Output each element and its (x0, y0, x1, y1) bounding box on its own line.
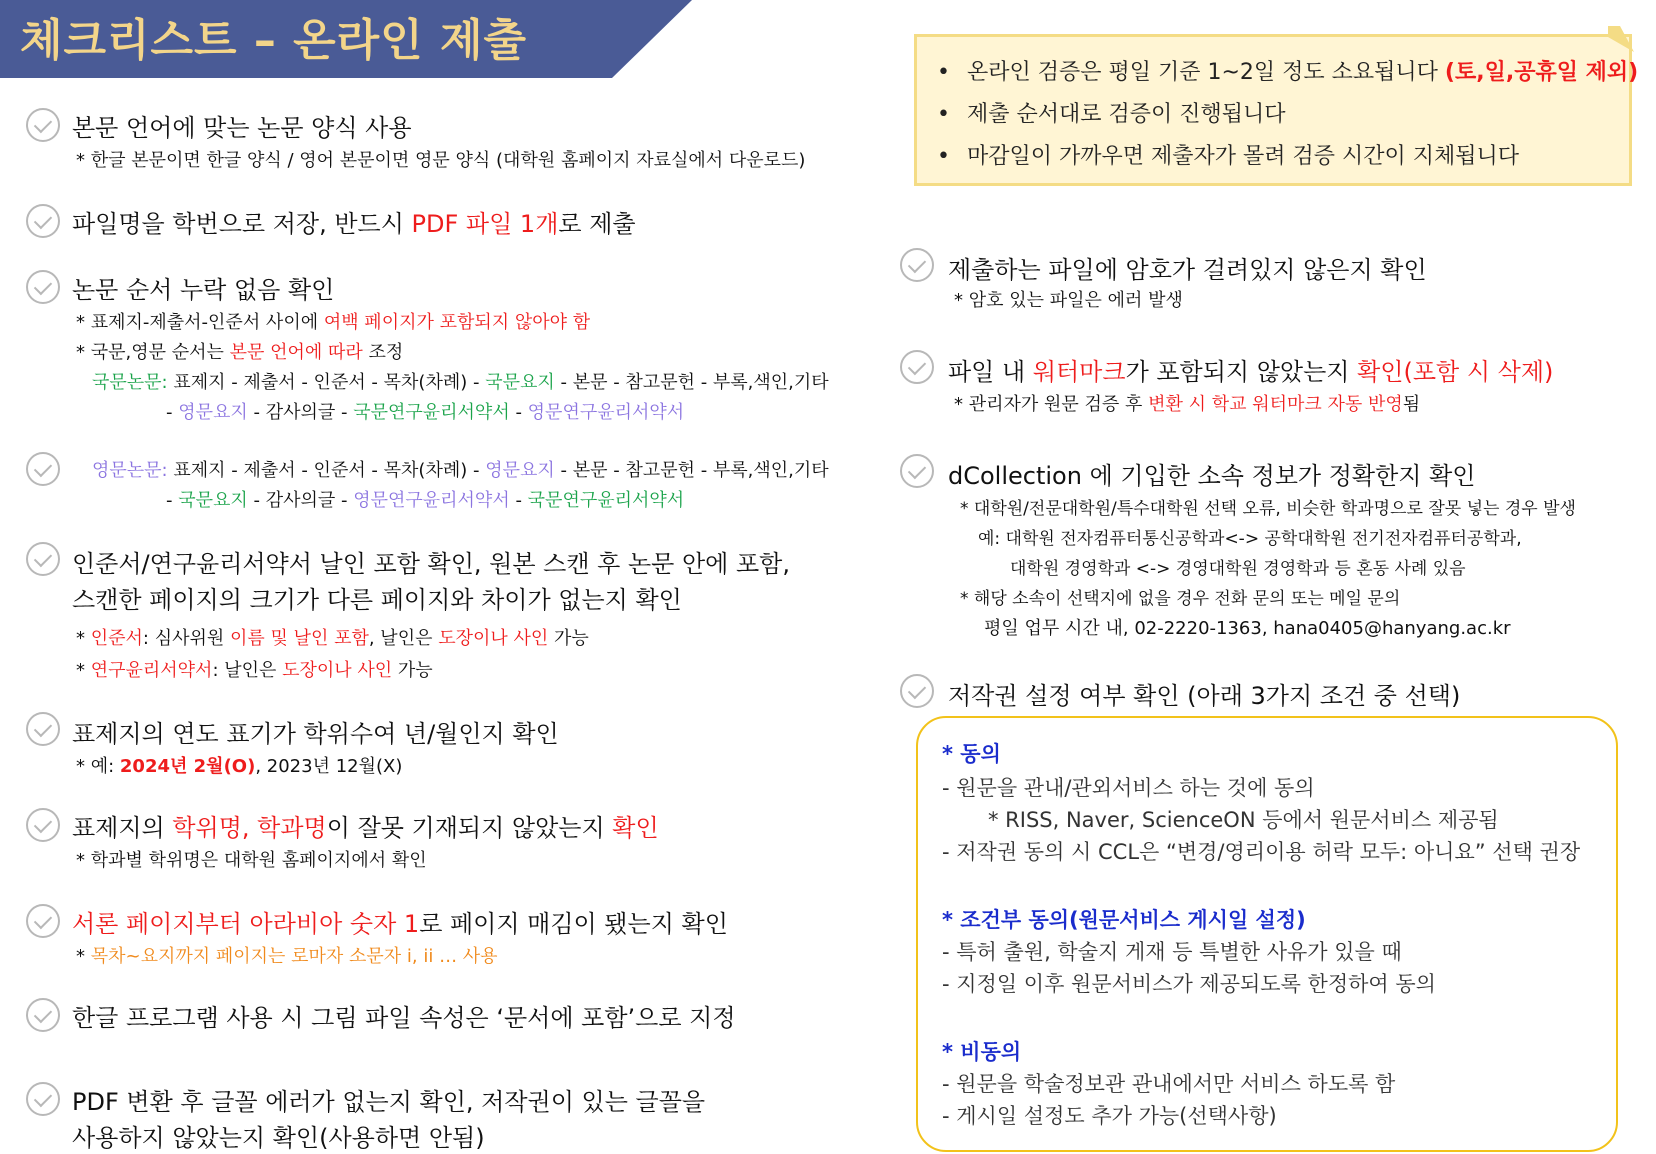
item-note: * 표제지-제출서-인준서 사이에 여백 페이지가 포함되지 않아야 함 (76, 312, 591, 333)
option-line: - 게시일 설정도 추가 가능(선택사항) (942, 1104, 1277, 1128)
check-icon (26, 904, 60, 938)
item-title: 스캔한 페이지의 크기가 다른 페이지와 차이가 없는지 확인 (72, 586, 682, 614)
item-note: 예: 대학원 전자컴퓨터통신공학과<-> 공학대학원 전기전자컴퓨터공학과, (978, 529, 1522, 549)
item-note: 대학원 경영학과 <-> 경영대학원 경영학과 등 혼동 사례 있음 (1010, 559, 1466, 579)
item-title: 저작권 설정 여부 확인 (아래 3가지 조건 중 선택) (948, 682, 1461, 710)
check-icon (900, 248, 934, 282)
item-title: 인준서/연구윤리서약서 날인 포함 확인, 원본 스캔 후 논문 안에 포함, (72, 550, 790, 578)
item-title: 파일 내 워터마크가 포함되지 않았는지 확인(포함 시 삭제) (948, 358, 1554, 386)
option-heading-disagree: * 비동의 (942, 1040, 1022, 1064)
order-line: - 영문요지 - 감사의글 - 국문연구윤리서약서 - 영문연구윤리서약서 (166, 402, 685, 423)
check-icon (26, 452, 60, 486)
option-line: - 특허 출원, 학술지 게재 등 특별한 사유가 있을 때 (942, 940, 1402, 964)
item-title: 한글 프로그램 사용 시 그림 파일 속성은 ‘문서에 포함’으로 지정 (72, 1004, 736, 1032)
notice-box (914, 34, 1639, 186)
order-line: 영문논문: 표제지 - 제출서 - 인준서 - 목차(차례) - 영문요지 - 본문 - 참고문헌 - 부록,색인,기타 (92, 460, 829, 481)
item-note: * 목차~요지까지 페이지는 로마자 소문자 i, ii … 사용 (76, 946, 498, 967)
item-note: * 연구윤리서약서: 날인은 도장이나 사인 가능 (76, 660, 433, 681)
option-line: - 원문을 학술정보관 관내에서만 서비스 하도록 함 (942, 1072, 1396, 1096)
check-icon (26, 1082, 60, 1116)
check-icon (26, 808, 60, 842)
notice-item: • 제출 순서대로 검증이 진행됩니다 (937, 102, 1286, 127)
item-title: dCollection 에 기입한 소속 정보가 정확한지 확인 (948, 462, 1476, 490)
copyright-options-box (916, 716, 1618, 1152)
option-line: * RISS, Naver, ScienceON 등에서 원문서비스 제공됨 (988, 808, 1499, 832)
check-icon (26, 204, 60, 238)
item-title: PDF 변환 후 글꼴 에러가 없는지 확인, 저작권이 있는 글꼴을 (72, 1088, 706, 1116)
option-heading-conditional: * 조건부 동의(원문서비스 게시일 설정) (942, 908, 1306, 932)
item-title: 제출하는 파일에 암호가 걸려있지 않은지 확인 (948, 256, 1427, 284)
check-icon (900, 350, 934, 384)
notice-item: • 마감일이 가까우면 제출자가 몰려 검증 시간이 지체됩니다 (937, 144, 1520, 169)
option-line: - 원문을 관내/관외서비스 하는 것에 동의 (942, 776, 1315, 800)
item-note: * 예: 2024년 2월(O), 2023년 12월(X) (76, 756, 403, 777)
item-note: * 해당 소속이 선택지에 없을 경우 전화 문의 또는 메일 문의 (960, 589, 1401, 609)
check-icon (26, 270, 60, 304)
item-note: * 한글 본문이면 한글 양식 / 영어 본문이면 영문 양식 (대학원 홈페이지 자료실에서 다운로드) (76, 150, 806, 171)
option-line: - 지정일 이후 원문서비스가 제공되도록 한정하여 동의 (942, 972, 1436, 996)
notice-item: • 온라인 검증은 평일 기준 1~2일 정도 소요됩니다 (토,일,공휴일 제외) (937, 60, 1639, 85)
check-icon (26, 108, 60, 142)
check-icon (26, 542, 60, 576)
item-note: * 인준서: 심사위원 이름 및 날인 포함, 날인은 도장이나 사인 가능 (76, 628, 589, 649)
check-icon (26, 998, 60, 1032)
item-note: * 암호 있는 파일은 에러 발생 (954, 290, 1183, 311)
item-note: * 국문,영문 순서는 본문 언어에 따라 조정 (76, 342, 404, 363)
option-line: - 저작권 동의 시 CCL은 “변경/영리이용 허락 모두: 아니요” 선택 권장 (942, 840, 1581, 864)
order-line: - 국문요지 - 감사의글 - 영문연구윤리서약서 - 국문연구윤리서약서 (166, 490, 685, 511)
page-title: 체크리스트 – 온라인 제출 (20, 15, 527, 66)
item-title: 서론 페이지부터 아라비아 숫자 1로 페이지 매김이 됐는지 확인 (72, 910, 728, 938)
item-title: 사용하지 않았는지 확인(사용하면 안됨) (72, 1124, 485, 1152)
order-line: 국문논문: 표제지 - 제출서 - 인준서 - 목차(차례) - 국문요지 - 본문 - 참고문헌 - 부록,색인,기타 (92, 372, 829, 393)
option-heading-agree: * 동의 (942, 742, 1001, 766)
item-title: 표제지의 학위명, 학과명이 잘못 기재되지 않았는지 확인 (72, 814, 659, 842)
check-icon (900, 674, 934, 708)
item-note: * 관리자가 원문 검증 후 변환 시 학교 워터마크 자동 반영됨 (954, 394, 1421, 415)
item-title: 표제지의 연도 표기가 학위수여 년/월인지 확인 (72, 720, 559, 748)
check-icon (26, 712, 60, 746)
item-title: 파일명을 학번으로 저장, 반드시 PDF 파일 1개로 제출 (72, 210, 636, 238)
item-title: 본문 언어에 맞는 논문 양식 사용 (72, 114, 412, 142)
item-title: 논문 순서 누락 없음 확인 (72, 276, 335, 304)
contact-info: 평일 업무 시간 내, 02-2220-1363, hana0405@hanyang.ac.kr (984, 618, 1511, 639)
check-icon (900, 454, 934, 488)
notice-fold-corner (1608, 26, 1634, 52)
item-note: * 학과별 학위명은 대학원 홈페이지에서 확인 (76, 850, 427, 871)
item-note: * 대학원/전문대학원/특수대학원 선택 오류, 비슷한 학과명으로 잘못 넣는 경우 발생 (960, 499, 1576, 519)
